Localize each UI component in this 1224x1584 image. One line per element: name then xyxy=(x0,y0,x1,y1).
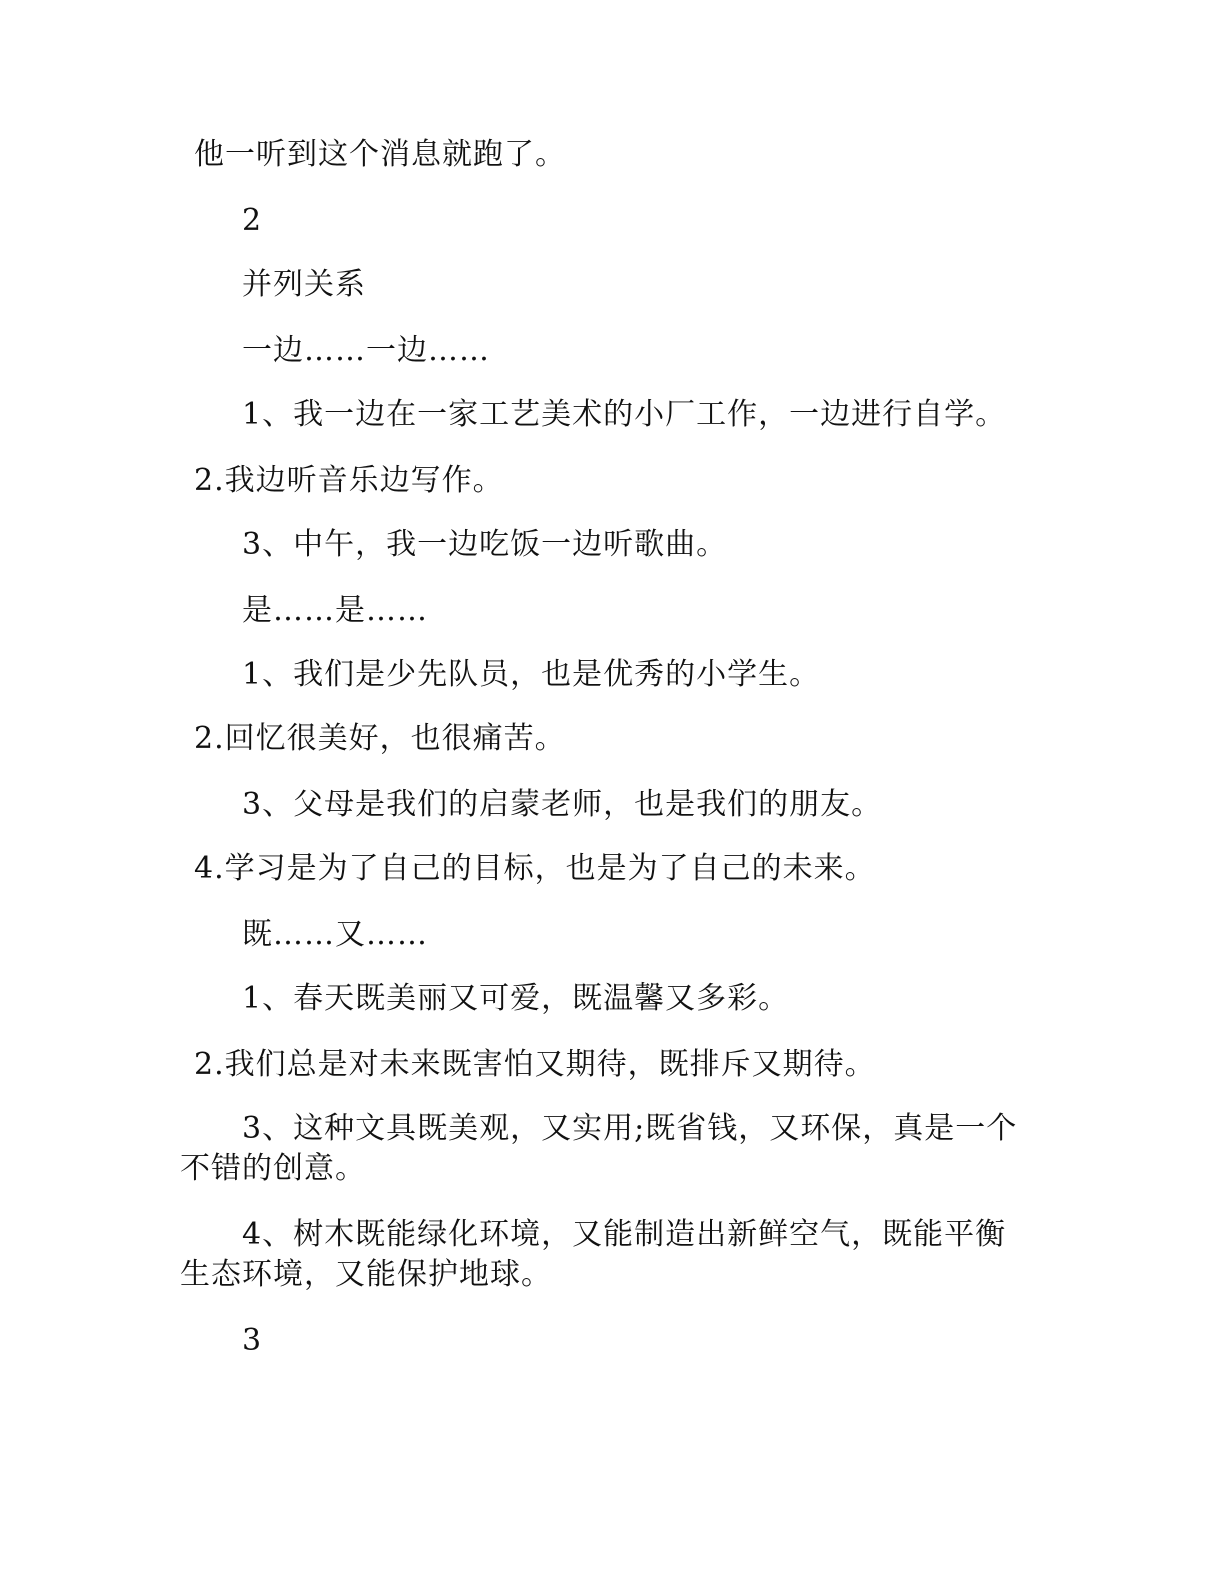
section-number: 3 xyxy=(242,1323,263,1358)
example-sentence-line1: 3、这种文具既美观，又实用;既省钱，又环保，真是一个 xyxy=(242,1111,1018,1146)
section-number: 2 xyxy=(242,203,263,238)
example-sentence: 4.学习是为了自己的目标，也是为了自己的未来。 xyxy=(194,851,876,886)
pattern-heading: 既……又…… xyxy=(242,917,428,952)
example-sentence: 2.我边听音乐边写作。 xyxy=(194,463,504,498)
pattern-heading: 是……是…… xyxy=(242,593,428,628)
example-sentence: 1、我一边在一家工艺美术的小厂工作，一边进行自学。 xyxy=(242,397,1007,432)
example-sentence: 2.回忆很美好，也很痛苦。 xyxy=(194,721,566,756)
example-sentence: 2.我们总是对未来既害怕又期待，既排斥又期待。 xyxy=(194,1047,876,1082)
section-heading: 并列关系 xyxy=(242,267,366,302)
example-sentence: 3、父母是我们的启蒙老师，也是我们的朋友。 xyxy=(242,787,883,822)
example-sentence: 1、我们是少先队员，也是优秀的小学生。 xyxy=(242,657,821,692)
sentence-example: 他一听到这个消息就跑了。 xyxy=(194,137,566,172)
example-sentence-line2: 不错的创意。 xyxy=(180,1151,366,1186)
example-sentence-line1: 4、树木既能绿化环境，又能制造出新鲜空气，既能平衡 xyxy=(242,1217,1007,1252)
example-sentence: 1、春天既美丽又可爱，既温馨又多彩。 xyxy=(242,981,790,1016)
example-sentence: 3、中午，我一边吃饭一边听歌曲。 xyxy=(242,527,728,562)
example-sentence-line2: 生态环境，又能保护地球。 xyxy=(180,1257,552,1292)
pattern-heading: 一边……一边…… xyxy=(242,333,490,368)
